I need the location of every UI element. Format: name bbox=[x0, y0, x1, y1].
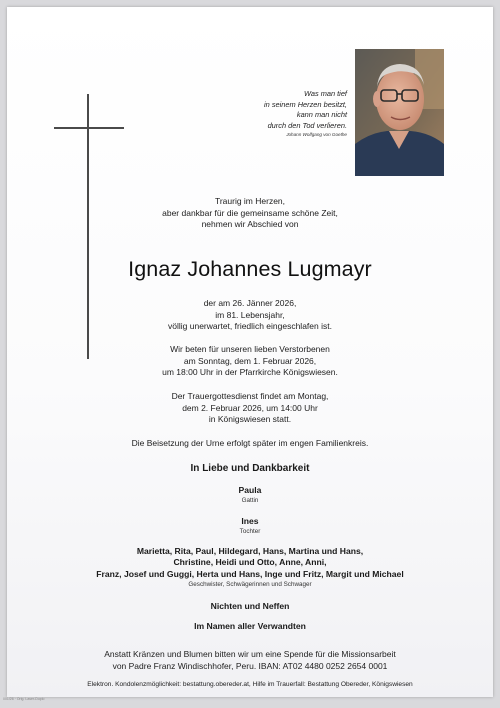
service-line: dem 2. Februar 2026, um 14:00 Uhr bbox=[182, 402, 318, 413]
quote-author: Johann Wolfgang von Goethe bbox=[286, 132, 347, 137]
prayer-line: um 18:00 Uhr in der Pfarrkirche Königswiesen. bbox=[162, 367, 338, 378]
siblings-role: Geschwister, Schwägerinnen und Schwager bbox=[188, 581, 312, 588]
death-notice bbox=[7, 298, 493, 333]
service-line: Der Trauergottesdienst findet am Montag, bbox=[171, 391, 329, 401]
siblings-list bbox=[7, 546, 493, 580]
prayer-line: Wir beten für unseren lieben Verstorbenen bbox=[170, 344, 330, 354]
intro-text bbox=[7, 196, 493, 231]
deceased-name: Ignaz Johannes Lugmayr bbox=[128, 257, 372, 281]
siblings-line: Marietta, Rita, Paul, Hildegard, Hans, Martina und Hans, bbox=[136, 546, 364, 556]
goethe-quote bbox=[147, 89, 347, 139]
prayer-line: am Sonntag, dem 1. Februar 2026, bbox=[183, 355, 317, 366]
donation-request bbox=[7, 649, 493, 672]
quote-line: durch den Tod verlieren. bbox=[267, 120, 347, 130]
quote-line: Was man tief bbox=[304, 89, 347, 98]
wife-role: Gattin bbox=[241, 497, 259, 504]
intro-line: Traurig im Herzen, bbox=[214, 196, 286, 206]
obituary-page bbox=[7, 7, 493, 697]
burial-notice: Die Beisetzung der Urne erfolgt später im engen Familienkreis. bbox=[131, 438, 369, 448]
daughter-name: Ines bbox=[241, 516, 259, 526]
cross-horizontal-bar bbox=[54, 127, 124, 129]
death-line: der am 26. Jänner 2026, bbox=[203, 298, 297, 308]
donation-line: Anstatt Kränzen und Blumen bitten wir um eine Spende für die Missionsarbeit bbox=[104, 649, 396, 659]
death-line: im 81. Lebensjahr, bbox=[215, 309, 285, 320]
siblings-line: Franz, Josef und Guggi, Herta und Hans, Inge und Fritz, Margit und Michael bbox=[96, 568, 404, 579]
donation-line: von Padre Franz Windischhofer, Peru. IBAN: AT02 4480 0252 2654 0001 bbox=[112, 660, 388, 671]
intro-line: nehmen wir Abschied von bbox=[201, 219, 299, 230]
quote-line: kann man nicht bbox=[296, 110, 347, 119]
siblings-line: Christine, Heidi und Otto, Anne, Anni, bbox=[173, 557, 327, 568]
daughter-role: Tochter bbox=[239, 528, 261, 535]
contact-footer: Elektron. Kondolenzmöglichkeit: bestattung.obereder.at, Hilfe im Trauerfall: Bestattung Obereder, Königswiesen bbox=[87, 681, 413, 688]
all-relatives: Im Namen aller Verwandten bbox=[194, 621, 306, 631]
intro-line: aber dankbar für die gemeinsame schöne Zeit, bbox=[162, 207, 338, 218]
portrait-photo bbox=[355, 49, 444, 176]
prayer-notice bbox=[7, 344, 493, 379]
quote-line: in seinem Herzen besitzt, bbox=[264, 99, 347, 109]
wife-name: Paula bbox=[238, 485, 262, 495]
service-notice bbox=[7, 391, 493, 426]
death-line: völlig unerwartet, friedlich eingeschlafen ist. bbox=[168, 321, 332, 332]
mourners-heading: In Liebe und Dankbarkeit bbox=[190, 463, 310, 474]
nieces-nephews: Nichten und Neffen bbox=[210, 601, 290, 611]
service-line: in Königswiesen statt. bbox=[208, 414, 292, 425]
print-meta: 001/26 · Orig. Laser-Duplo bbox=[3, 697, 45, 701]
